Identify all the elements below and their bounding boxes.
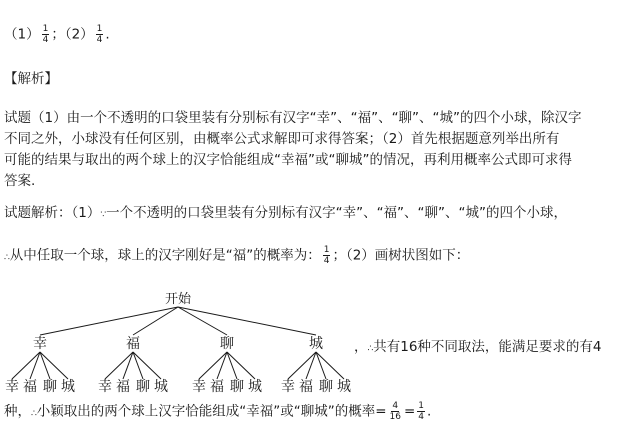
equals-sign: = bbox=[403, 403, 416, 420]
tree-node-level2: 城 bbox=[61, 379, 75, 395]
tree-branch-level2 bbox=[40, 352, 50, 379]
solution-line-4 bbox=[4, 401, 431, 424]
fraction-denominator: 4 bbox=[96, 35, 103, 45]
solution-text-3: ；（2）画树状图如下： bbox=[332, 247, 470, 264]
solution-end: . bbox=[427, 403, 432, 420]
tree-branch-level2 bbox=[133, 352, 161, 379]
fraction-numerator: 1 bbox=[418, 401, 425, 411]
fraction-denominator: 4 bbox=[418, 412, 425, 422]
tree-branch-level2 bbox=[30, 352, 40, 379]
tree-node-level2: 幸 bbox=[192, 379, 206, 395]
therefore-symbol: ∴ bbox=[31, 408, 36, 419]
tree-node-level2: 聊 bbox=[136, 379, 150, 395]
tree-branch-level2 bbox=[217, 352, 227, 379]
answer-separator: ；（2） bbox=[51, 26, 94, 43]
tree-branch-level2 bbox=[199, 352, 227, 379]
analysis-line-1: 试题（1）由一个不透明的口袋里装有分别标有汉字“幸”、“福”、“聊”、“城”的四个小球，除汉字 bbox=[4, 110, 582, 126]
comma: ， bbox=[354, 339, 368, 355]
tree-node-level2: 城 bbox=[337, 379, 351, 395]
tree-branch-level2 bbox=[227, 352, 255, 379]
therefore-symbol: ∴ bbox=[4, 252, 9, 263]
tree-branch-level2 bbox=[105, 352, 133, 379]
tree-node-level1: 聊 bbox=[220, 336, 234, 352]
solution-text-1: 一个不透明的口袋里装有分别标有汉字“幸”、“福”、“聊”、“城”的四个小球， bbox=[106, 205, 568, 221]
solution-text-4: 共有16种不同取法，能满足要求的有4 bbox=[373, 339, 602, 355]
tree-branch-level1 bbox=[178, 307, 227, 335]
tree-node-level2: 聊 bbox=[43, 379, 57, 395]
analysis-line-2: 不同之外，小球没有任何区别，由概率公式求解即可求得答案；（2）首先根据题意列举出所有 bbox=[4, 131, 560, 147]
analysis-line-4: 答案. bbox=[4, 173, 36, 189]
solution-label: 试题解析：（1） bbox=[4, 205, 101, 221]
solution-text-5: 种， bbox=[4, 403, 31, 420]
tree-node-level2: 福 bbox=[210, 379, 224, 395]
fraction-numerator: 1 bbox=[42, 24, 49, 34]
fraction-denominator: 4 bbox=[42, 35, 49, 45]
tree-second-level bbox=[5, 378, 351, 395]
tree-branch-level2 bbox=[133, 352, 143, 379]
tree-branch-level2 bbox=[123, 352, 133, 379]
tree-node-level2: 聊 bbox=[230, 379, 244, 395]
tree-node-level2: 福 bbox=[299, 379, 313, 395]
tree-node-level1: 幸 bbox=[33, 336, 47, 352]
solution-line-3 bbox=[354, 337, 602, 359]
tree-branches bbox=[12, 307, 344, 379]
answer-part1-label: （1） bbox=[4, 26, 40, 43]
tree-node-level2: 福 bbox=[23, 379, 37, 395]
fraction-numerator: 4 bbox=[392, 401, 399, 411]
analysis-line-3: 可能的结果与取出的两个球上的汉字恰能组成“幸福”或“聊城”的情况，再利用概率公式即可求得 bbox=[4, 152, 572, 168]
tree-node-level2: 幸 bbox=[5, 379, 19, 395]
tree-root-label: 开始 bbox=[164, 292, 192, 307]
tree-node-level2: 城 bbox=[248, 379, 262, 395]
analysis-heading: 【解析】 bbox=[4, 71, 58, 87]
tree-node-level2: 聊 bbox=[319, 379, 333, 395]
tree-branch-level2 bbox=[316, 352, 344, 379]
tree-node-level1: 福 bbox=[126, 336, 140, 352]
fraction-numerator: 1 bbox=[96, 24, 103, 34]
tree-branch-level1 bbox=[178, 307, 316, 335]
tree-branch-level2 bbox=[12, 352, 40, 379]
because-symbol: ∵ bbox=[100, 210, 106, 220]
tree-branch-level2 bbox=[40, 352, 68, 379]
fraction-denominator: 4 bbox=[323, 256, 330, 266]
tree-node-level2: 福 bbox=[116, 379, 130, 395]
tree-node-level1: 城 bbox=[309, 336, 323, 352]
tree-branch-level2 bbox=[316, 352, 326, 379]
tree-branch-level1 bbox=[40, 307, 178, 335]
tree-branch-level2 bbox=[227, 352, 237, 379]
tree-node-level2: 城 bbox=[154, 379, 168, 395]
therefore-symbol: ∴ bbox=[367, 344, 373, 354]
tree-node-level2: 幸 bbox=[281, 379, 295, 395]
final-fraction-1 bbox=[389, 401, 402, 422]
fraction-denominator: 16 bbox=[389, 412, 401, 422]
tree-branch-level2 bbox=[288, 352, 316, 379]
solution-text-2: 从中任取一个球，球上的汉字刚好是“福”的概率为： bbox=[9, 247, 321, 264]
solution-text-6: 小颖取出的两个球上汉字恰能组成“幸福”或“聊城”的概率= bbox=[36, 403, 387, 420]
fraction-numerator: 1 bbox=[323, 245, 330, 255]
tree-first-level bbox=[33, 335, 323, 352]
tree-node-level2: 幸 bbox=[98, 379, 112, 395]
final-fraction-2 bbox=[417, 401, 425, 422]
tree-branch-level2 bbox=[306, 352, 316, 379]
answer-end: . bbox=[105, 26, 110, 43]
